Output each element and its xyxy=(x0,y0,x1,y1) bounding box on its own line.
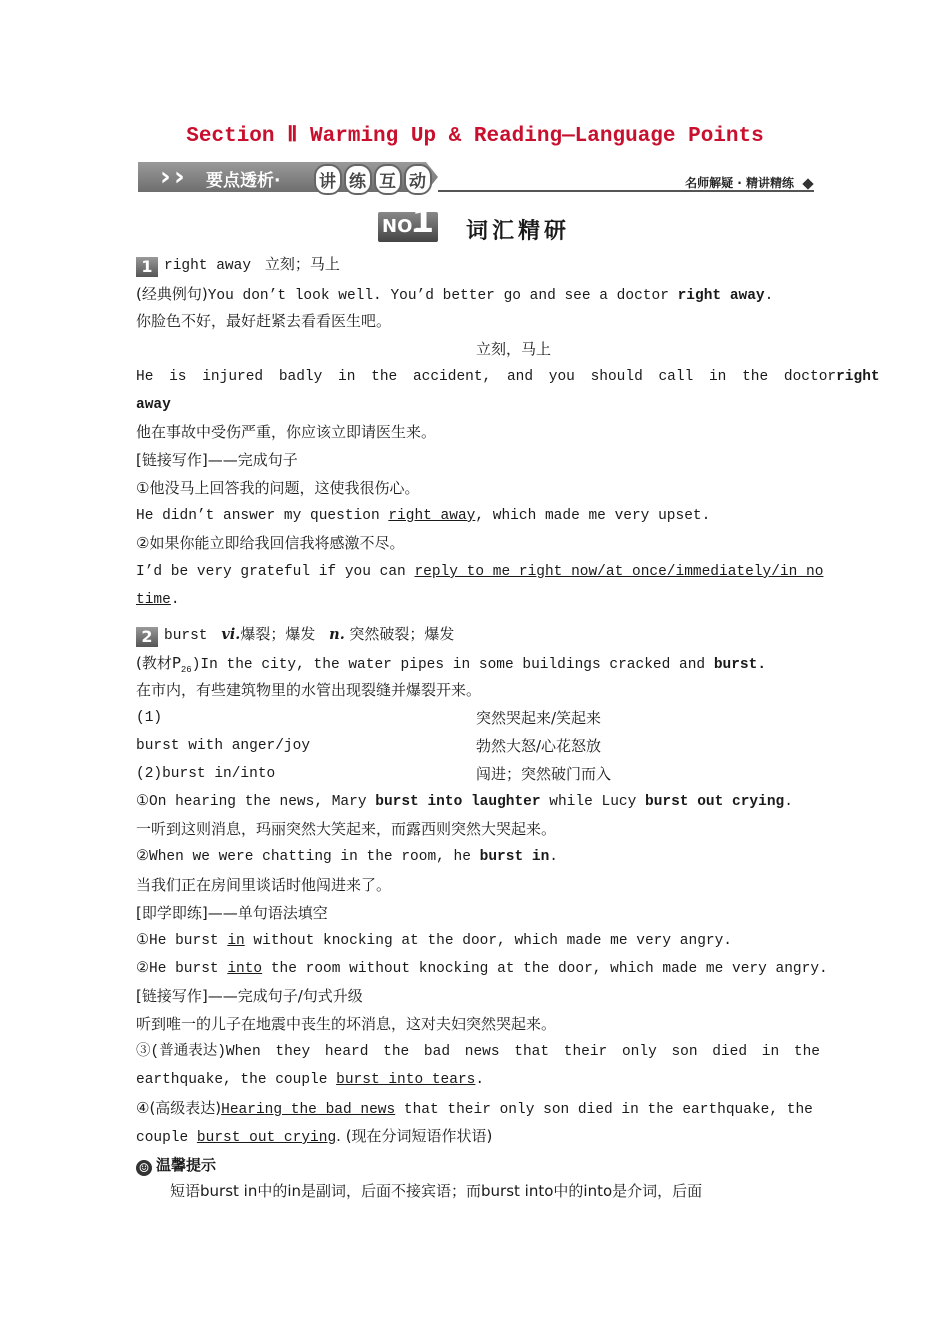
banner-badge-char: 动 xyxy=(404,164,432,195)
example-source: (经典例句) xyxy=(136,285,208,303)
example-text: You don’t look well. You’d better go and see a doctor xyxy=(207,288,678,304)
link-writing-title: [链接写作]——完成句子/句式升级 xyxy=(136,987,363,1005)
question-1-cn: ①他没马上回答我的问题，这使我很伤心。 xyxy=(136,479,420,497)
chevron-right-icon: › xyxy=(160,162,171,192)
gloss-note: 立刻，马上 xyxy=(476,340,552,358)
answer-blank: burst into tears xyxy=(336,1072,476,1088)
banner-label: 要点透析· xyxy=(206,171,281,191)
example-translation: 当我们正在房间里谈话时他闯进来了。 xyxy=(136,876,392,894)
question-label: ④(高级表达) xyxy=(136,1099,222,1117)
example-translation: 你脸色不好，最好赶紧去看看医生吧。 xyxy=(136,312,392,330)
example-sentence: (经典例句)You don’t look well. You’d better go and see a doctor right away. xyxy=(136,285,774,304)
example-translation: 在市内，有些建筑物里的水管出现裂缝并爆裂开来。 xyxy=(136,681,482,699)
smiley-icon: ☺ xyxy=(136,1160,152,1176)
answer-blank: reply to me right now/at once/immediately/in no xyxy=(414,564,824,580)
question-text: earthquake, the couple xyxy=(136,1072,337,1088)
rewrite-normal-cont xyxy=(136,1070,484,1090)
example-text: ②When we were chatting in the room, he xyxy=(136,849,480,865)
question-text: , which made me very upset. xyxy=(475,508,711,524)
entry-number-badge: 1 xyxy=(136,257,158,277)
example-keyword: burst into laughter xyxy=(375,794,541,810)
phrase-meaning: 突然哭起来/笑起来 xyxy=(476,709,602,727)
question-text: I’d be very grateful if you can xyxy=(136,564,415,580)
punctuation: . xyxy=(549,849,558,865)
section-title: Section Ⅱ Warming Up & Reading—Language Points xyxy=(186,125,764,148)
badge-number: 1 xyxy=(411,202,434,240)
question-2-en xyxy=(136,562,823,582)
question-text: the room without knocking at the door, which made me very angry. xyxy=(262,961,828,977)
example-text: He is injured badly in the accident, and you should call in the doctor xyxy=(136,369,837,385)
question-2-cn: ②如果你能立即给我回信我将感激不尽。 xyxy=(136,534,405,552)
entry-word: right away xyxy=(164,258,252,274)
entry-meaning: 突然破裂；爆发 xyxy=(349,625,455,643)
textbook-example xyxy=(136,653,766,680)
vocab-heading: 词汇精研 xyxy=(466,219,571,244)
phrase-row: burst with anger/joy xyxy=(136,738,311,754)
phrase-meaning: 勃然大怒/心花怒放 xyxy=(476,737,602,755)
example-source: (教材P xyxy=(136,654,181,672)
question-text: ①He burst xyxy=(136,933,228,949)
example-sentence-2 xyxy=(136,367,880,387)
tip-text: 短语burst in中的in是副词，后面不接宾语；而burst into中的into是介词，后面 xyxy=(170,1182,703,1200)
drill-title: [即学即练]——单句语法填空 xyxy=(136,904,328,922)
banner-badges xyxy=(314,164,434,195)
question-text: that their only son died in the earthquake, the xyxy=(395,1102,813,1118)
diamond-icon xyxy=(802,178,813,189)
badge-text: NO. xyxy=(382,216,419,237)
number-badge xyxy=(378,202,438,242)
drill-question xyxy=(136,931,732,951)
banner-subtitle: 名师解疑 · 精讲精练 xyxy=(685,176,794,190)
phrase-row xyxy=(136,708,162,728)
entry-burst xyxy=(136,624,454,647)
banner-badge-char: 互 xyxy=(374,164,402,195)
example-keyword-wrap: away xyxy=(136,397,171,413)
answer-blank: in xyxy=(227,933,245,949)
question-2-en-cont xyxy=(136,590,180,610)
note-text: . (现在分词短语作状语) xyxy=(336,1127,493,1145)
punctuation: . xyxy=(170,592,180,608)
example-source: ) xyxy=(191,657,201,673)
section-banner xyxy=(138,160,814,198)
phrase-row: (2)burst in/into xyxy=(136,766,276,782)
question-text: couple xyxy=(136,1130,197,1146)
tip-title: 温馨提示 xyxy=(156,1156,217,1174)
entry-meaning: 爆裂；爆发 xyxy=(240,625,316,643)
question-text: without knocking at the door, which made me very angry. xyxy=(244,933,732,949)
punctuation: . xyxy=(784,794,793,810)
answer-blank: into xyxy=(227,961,263,977)
example-keyword: right xyxy=(836,369,880,385)
entry-number-badge: 2 xyxy=(136,627,158,647)
entry-right-away xyxy=(136,254,340,277)
example-keyword: burst. xyxy=(713,657,767,673)
drill-question xyxy=(136,959,828,979)
part-of-speech: vi. xyxy=(221,626,241,643)
answer-blank: burst out crying xyxy=(196,1130,337,1146)
banner-badge-char: 讲 xyxy=(314,164,342,195)
rewrite-advanced-cont xyxy=(136,1126,492,1148)
phrase-meaning: 闯进；突然破门而入 xyxy=(476,765,612,783)
phrase-left: (1) xyxy=(136,710,163,726)
example-translation-2: 他在事故中受伤严重，你应该立即请医生来。 xyxy=(136,423,437,441)
punctuation: . xyxy=(475,1072,485,1088)
link-writing-title: [链接写作]——完成句子 xyxy=(136,451,298,469)
example-keyword: right away xyxy=(677,288,765,304)
entry-word: burst xyxy=(164,628,208,644)
answer-blank: time xyxy=(136,592,171,608)
link-writing-prompt: 听到唯一的儿子在地震中丧生的坏消息，这对夫妇突然哭起来。 xyxy=(136,1015,557,1033)
entry-meaning: 立刻；马上 xyxy=(264,255,340,273)
rewrite-normal: ③(普通表达)When they heard the bad news that their only son died in the xyxy=(136,1044,820,1060)
question-text: He didn’t answer my question xyxy=(136,508,389,524)
example-text: ①On hearing the news, Mary xyxy=(136,794,376,810)
chevron-right-icon: › xyxy=(174,162,185,192)
answer-blank: right away xyxy=(388,508,476,524)
example-keyword: burst out crying xyxy=(645,794,785,810)
example-sentence xyxy=(136,847,558,867)
question-text: ②He burst xyxy=(136,961,228,977)
answer-blank: Hearing the bad news xyxy=(221,1102,396,1118)
part-of-speech: n. xyxy=(329,626,345,643)
example-text: In the city, the water pipes in some buildings cracked and xyxy=(200,657,714,673)
example-sentence xyxy=(136,792,793,812)
rewrite-advanced xyxy=(136,1098,813,1120)
example-translation: 一听到这则消息，玛丽突然大笑起来，而露西则突然大哭起来。 xyxy=(136,820,557,838)
page-subscript: 26 xyxy=(180,664,192,675)
question-1-en xyxy=(136,506,710,526)
banner-badge-char: 练 xyxy=(344,164,372,195)
example-text: while Lucy xyxy=(540,794,645,810)
tip-header xyxy=(136,1155,216,1176)
example-keyword: burst in xyxy=(479,849,550,865)
